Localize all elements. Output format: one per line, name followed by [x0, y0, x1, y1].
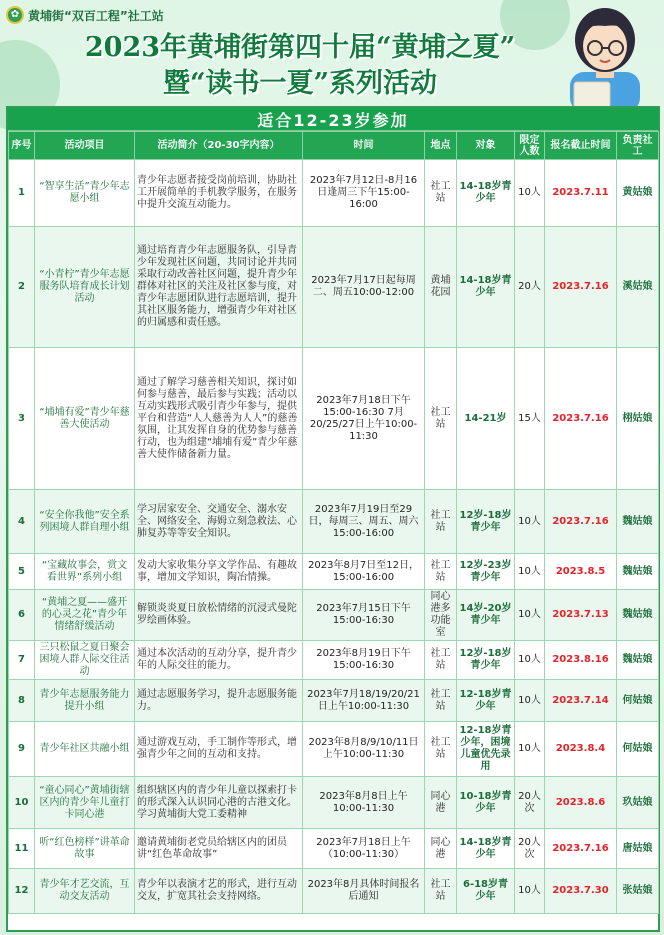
cell-deadline: 2023.7.13	[545, 590, 617, 641]
cell-place: 社工站	[425, 554, 457, 590]
cell-seq: 5	[9, 554, 35, 590]
cell-place: 社工站	[425, 160, 457, 227]
cell-time: 2023年8月具体时间报名后通知	[303, 869, 425, 914]
cell-staff: 玖姑娘	[617, 777, 659, 829]
cell-seq: 3	[9, 348, 35, 490]
cell-limit: 10人	[515, 641, 545, 680]
cell-staff: 魏姑娘	[617, 554, 659, 590]
cell-place: 社工站	[425, 722, 457, 777]
cell-staff: 魏姑娘	[617, 490, 659, 554]
cell-place: 社工站	[425, 869, 457, 914]
cell-place: 社工站	[425, 641, 457, 680]
col-header-audience: 对象	[457, 132, 515, 160]
table-row	[9, 777, 659, 829]
cell-time: 2023年7月17日起每周二、周五10:00-12:00	[303, 227, 425, 348]
cell-intro: 解锁炎炎夏日放松情绪的沉浸式曼陀罗绘画体验。	[135, 590, 303, 641]
cell-place: 社工站	[425, 680, 457, 722]
cell-intro: 通过培育青少年志愿服务队，引导青少年发现社区问题，共同讨论并共同采取行动改善社区问题，提升青少年群体对社区的关注及社区参与度，对青少年志愿团队进行志愿培训，提升其社区服务能力，增强青少年对社区的归属感和责任感。	[135, 227, 303, 348]
cell-audience: 12岁-23岁青少年	[457, 554, 515, 590]
cell-time: 2023年7月18日下午15:00-16:30 7月20/25/27日上午10:00-11:30	[303, 348, 425, 490]
page-title	[0, 30, 600, 102]
cell-intro: 组织辖区内的青少年儿童以探索打卡的形式深入认识同心港的古港文化。学习黄埔街大党工委精神	[135, 777, 303, 829]
cell-limit: 20人	[515, 227, 545, 348]
cell-time: 2023年8月19日下午15:00-16:30	[303, 641, 425, 680]
cell-seq: 1	[9, 160, 35, 227]
cell-limit: 10人	[515, 554, 545, 590]
cell-staff: 溪姑娘	[617, 227, 659, 348]
cell-project: “安全你我他”安全系列困境人群自理小组	[35, 490, 135, 554]
cell-intro: 邀请黄埔街老党员给辖区内的团员讲“红色革命故事”	[135, 829, 303, 869]
cell-seq: 7	[9, 641, 35, 680]
cell-deadline: 2023.7.16	[545, 348, 617, 490]
brand-name: 黄埔街“双百工程”社工站	[28, 8, 164, 23]
col-header-intro: 活动简介（20-30字内容）	[135, 132, 303, 160]
cell-deadline: 2023.7.16	[545, 490, 617, 554]
col-header-place: 地点	[425, 132, 457, 160]
cell-project: “黄埔之夏——盛开的心灵之花”青少年情绪舒缓活动	[35, 590, 135, 641]
age-banner: 适合12-23岁参加	[8, 108, 658, 131]
cell-seq: 8	[9, 680, 35, 722]
cell-time: 2023年7月18/19/20/21日上午10:00-11:30	[303, 680, 425, 722]
cell-time: 2023年7月18日上午（10:00-11:30）	[303, 829, 425, 869]
table-row	[9, 869, 659, 914]
cell-place: 社工站	[425, 348, 457, 490]
cell-seq: 9	[9, 722, 35, 777]
table-row	[9, 590, 659, 641]
cell-time: 2023年7月19日至29日，每周三、周五、周六 15:00-16:00	[303, 490, 425, 554]
cell-seq: 12	[9, 869, 35, 914]
cell-project: 青少年志愿服务能力提升小组	[35, 680, 135, 722]
col-header-deadline: 报名截止时间	[545, 132, 617, 160]
cell-intro: 通过本次活动的互动分享，提升青少年的人际交往的能力。	[135, 641, 303, 680]
cell-staff: 何姑娘	[617, 680, 659, 722]
cell-limit: 20人次	[515, 777, 545, 829]
cell-project: 三只松鼠之夏日聚会困境人群人际交往活动	[35, 641, 135, 680]
cell-limit: 10人	[515, 160, 545, 227]
cell-time: 2023年8月8日上午10:00-11:30	[303, 777, 425, 829]
table-row	[9, 160, 659, 227]
cell-audience: 12-18岁青少年	[457, 680, 515, 722]
cell-seq: 6	[9, 590, 35, 641]
brand-header	[6, 4, 164, 26]
table-row	[9, 490, 659, 554]
cell-limit: 20人次	[515, 829, 545, 869]
table-row	[9, 680, 659, 722]
cell-deadline: 2023.8.16	[545, 641, 617, 680]
col-header-limit: 限定人数	[515, 132, 545, 160]
col-header-project: 活动项目	[35, 132, 135, 160]
cell-deadline: 2023.7.14	[545, 680, 617, 722]
cell-project: 青少年才艺交流，互动交友活动	[35, 869, 135, 914]
cell-place: 同心港	[425, 829, 457, 869]
cell-staff: 黄姑娘	[617, 160, 659, 227]
cell-project: “小青柠”青少年志愿服务队培育成长计划活动	[35, 227, 135, 348]
cell-limit: 10人	[515, 869, 545, 914]
cell-project: 听“红色榜样”讲革命故事	[35, 829, 135, 869]
cell-staff: 魏姑娘	[617, 590, 659, 641]
cell-audience: 10-18岁青少年	[457, 777, 515, 829]
cell-deadline: 2023.7.16	[545, 829, 617, 869]
cell-seq: 4	[9, 490, 35, 554]
cell-audience: 14岁-20岁青少年	[457, 590, 515, 641]
cell-intro: 通过志愿服务学习，提升志愿服务能力。	[135, 680, 303, 722]
cell-audience: 14-21岁	[457, 348, 515, 490]
title-line-2: 暨“读书一夏”系列活动	[162, 68, 438, 99]
cell-intro: 通过了解学习慈善相关知识，探讨如何参与慈善，最后参与实践；活动以互动实践形式吸引青少年参与，提供平台和营造“人人慈善为人人”的慈善氛围，让其发挥自身的优势参与慈善行动，也为组建“埔埔有爱”青少年慈善大使作储备新力量。	[135, 348, 303, 490]
girl-with-glasses-illustration	[550, 2, 660, 110]
cell-project: “童心同心”黄埔街辖区内的青少年儿童打卡同心港	[35, 777, 135, 829]
cell-time: 2023年7月12日-8月16日逢周三下午15:00-16:00	[303, 160, 425, 227]
cell-deadline: 2023.8.4	[545, 722, 617, 777]
cell-audience: 14-18岁青少年	[457, 227, 515, 348]
col-header-seq: 序号	[9, 132, 35, 160]
cell-place: 社工站	[425, 490, 457, 554]
cell-limit: 10人	[515, 722, 545, 777]
table-row	[9, 348, 659, 490]
cell-place: 同心港	[425, 777, 457, 829]
cell-limit: 10人	[515, 590, 545, 641]
cell-staff: 魏姑娘	[617, 641, 659, 680]
activity-table-container	[6, 106, 660, 932]
cell-time: 2023年8月8/9/10/11日上午10:00-11:30	[303, 722, 425, 777]
table-row	[9, 722, 659, 777]
cell-limit: 10人	[515, 680, 545, 722]
cell-time: 2023年7月15日下午15:00-16:30	[303, 590, 425, 641]
cell-deadline: 2023.8.5	[545, 554, 617, 590]
cell-audience: 12岁-18岁青少年	[457, 490, 515, 554]
cell-limit: 10人	[515, 490, 545, 554]
cell-intro: 学习居家安全、交通安全、溺水安全、网络安全、海姆立刻急救法、心肺复苏等等安全知识。	[135, 490, 303, 554]
cell-seq: 11	[9, 829, 35, 869]
activity-table	[8, 131, 659, 914]
cell-staff: 何姑娘	[617, 722, 659, 777]
cell-intro: 青少年以表演才艺的形式，进行互动交友，扩宽其社会支持网络。	[135, 869, 303, 914]
cell-audience: 12岁-18岁青少年	[457, 641, 515, 680]
cell-intro: 通过游戏互动，手工制作等形式，增强青少年之间的互动和支持。	[135, 722, 303, 777]
table-row	[9, 554, 659, 590]
cell-time: 2023年8月7日至12日，15:00-16:00	[303, 554, 425, 590]
cell-project: “智享生活”青少年志愿小组	[35, 160, 135, 227]
cell-project: “埔埔有爱”青少年慈善大使活动	[35, 348, 135, 490]
cell-intro: 青少年志愿者接受岗前培训，协助社工开展简单的手机教学服务，在服务中提升交流互动能力。	[135, 160, 303, 227]
cell-audience: 14-18岁青少年	[457, 160, 515, 227]
table-header-row	[9, 132, 659, 160]
cell-limit: 15人	[515, 348, 545, 490]
cell-staff: 栩姑娘	[617, 348, 659, 490]
cell-project: 青少年社区共融小组	[35, 722, 135, 777]
cell-staff: 唐姑娘	[617, 829, 659, 869]
col-header-time: 时间	[303, 132, 425, 160]
cell-deadline: 2023.7.11	[545, 160, 617, 227]
flower-logo-icon: ✿	[6, 6, 24, 24]
cell-intro: 发动大家收集分享文学作品、有趣故事，增加文学知识，陶冶情操。	[135, 554, 303, 590]
col-header-staff: 负责社工	[617, 132, 659, 160]
cell-place: 同心港多功能室	[425, 590, 457, 641]
title-line-1: 2023年黄埔街第四十届“黄埔之夏”	[84, 32, 516, 63]
cell-deadline: 2023.7.30	[545, 869, 617, 914]
cell-audience: 14-18岁青少年	[457, 829, 515, 869]
cell-seq: 2	[9, 227, 35, 348]
cell-staff: 张姑娘	[617, 869, 659, 914]
cell-seq: 10	[9, 777, 35, 829]
cell-project: “宝藏故事会，赏文看世界”系列小组	[35, 554, 135, 590]
cell-deadline: 2023.7.16	[545, 227, 617, 348]
table-row	[9, 227, 659, 348]
cell-deadline: 2023.8.6	[545, 777, 617, 829]
table-row	[9, 641, 659, 680]
cell-audience: 6-18岁青少年	[457, 869, 515, 914]
cell-audience: 12-18岁青少年，困境儿童优先录用	[457, 722, 515, 777]
cell-place: 黄埔花园	[425, 227, 457, 348]
table-row	[9, 829, 659, 869]
